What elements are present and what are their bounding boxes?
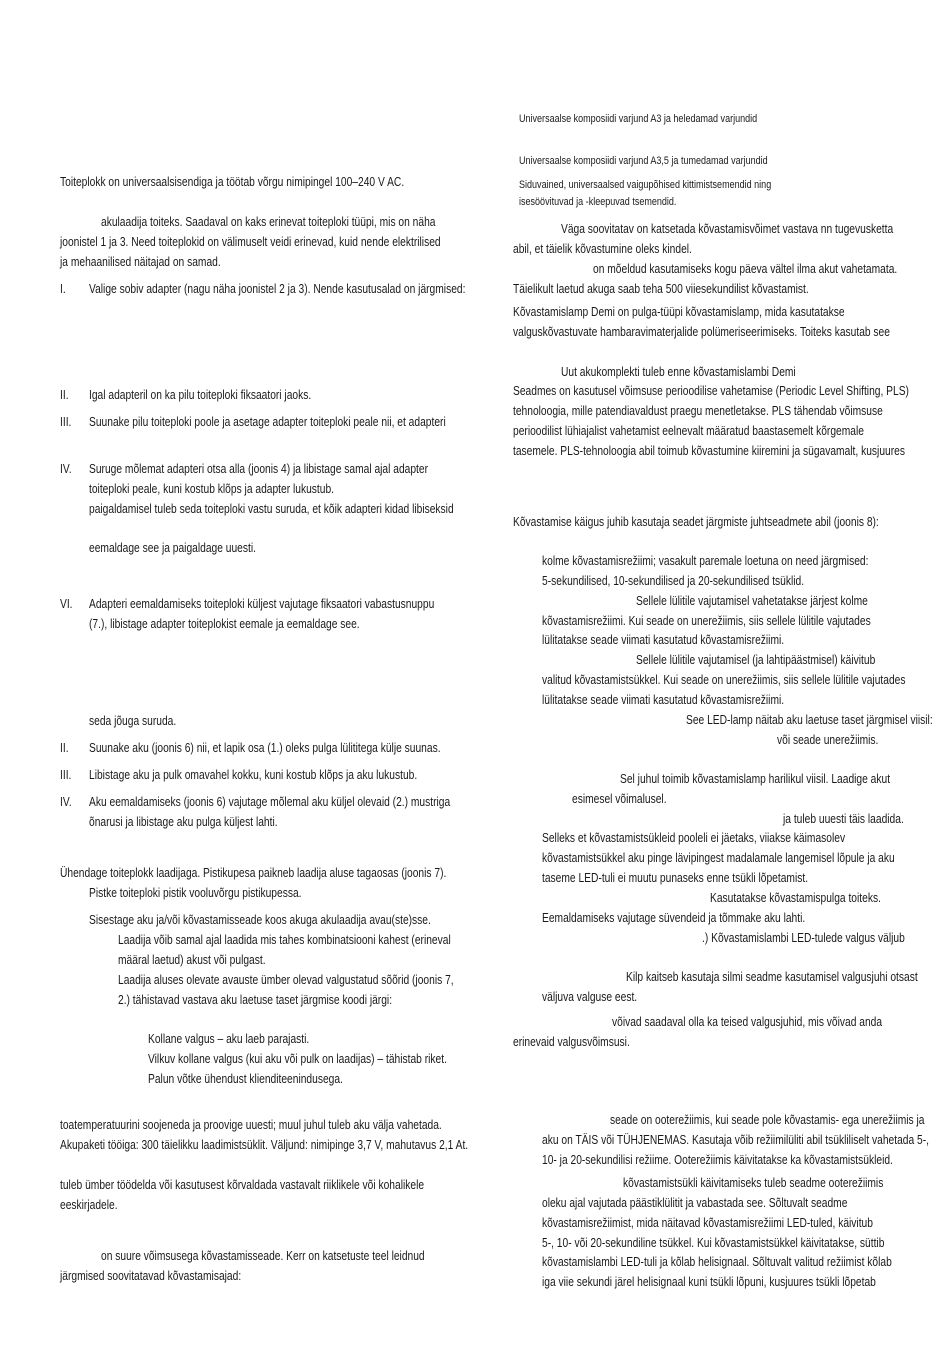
- lamp-intro-text: Kõvastamislamp Demi on pulga-tüüpi kõvastamislamp, mida kasutatakse: [513, 305, 845, 319]
- controls-text: Sel juhul toimib kõvastamislamp harilikul viisil. Laadige akut: [620, 772, 891, 786]
- curing-table-row: Siduvained, universaalsed vaigupõhised kittimistsemendid ning: [519, 179, 772, 191]
- lamp-intro-text: valguskõvastuvate hambaravimaterjalide polümeriseerimiseks. Toiteks kasutab see: [513, 325, 890, 339]
- pls-text: Uut akukomplekti tuleb enne kõvastamislambi Demi: [561, 365, 796, 379]
- pls-text: tehnoloogia, mille patendiavaldust praegu menetletakse. PLS tähendab võimsuse: [513, 404, 883, 418]
- adapter-step-text: Valige sobiv adapter (nagu näha joonistel 2 ja 3). Nende kasutusalad on järgmised:: [89, 282, 466, 296]
- modes-text: oleku ajal vajutada päästiklülitit ja vabastada see. Sõltuvalt seadme: [542, 1196, 848, 1210]
- modes-text: 5-, 10- või 20-sekundiline tsükkel. Kui kõvastamistsükkel käivitatakse, süttib: [542, 1236, 885, 1250]
- controls-text: kolme kõvastamisrežiimi; vasakult paremale loetuna on need järgmised:: [542, 554, 869, 568]
- battery-step-text: õnarusi ja libistage aku pulga küljest lahti.: [89, 815, 278, 829]
- modes-text: iga viie sekundi järel helisignaal kuni tsükli lõpuni, kusjuures tsükli lõpetab: [542, 1275, 876, 1289]
- test-advice-text: abil, et täielik kõvastumine oleks kindel.: [513, 242, 692, 256]
- temperature-text: toatemperatuurini soojeneda ja proovige uuesti; muul juhul tuleb aku välja vahetada.: [60, 1118, 442, 1132]
- test-advice-text: Väga soovitatav on katsetada kõvastamisvõimet vastava nn tugevusketta: [561, 222, 894, 236]
- controls-text: võivad saadaval olla ka teised valgusjuhid, mis võivad anda: [612, 1015, 883, 1029]
- modes-text: kõvastamistsükli käivitamiseks tuleb seadme ooterežiimis: [623, 1176, 884, 1190]
- charger-power-line: akulaadija toiteks. Saadaval on kaks erinevat toiteploki tüüpi, mis on näha: [101, 215, 436, 229]
- controls-text: esimesel võimalusel.: [572, 792, 667, 806]
- controls-text: kõvastamisrežiimi. Kui seade on unerežiimis, siis sellele lülitile vajutades: [542, 614, 871, 628]
- step-number: I.: [60, 282, 66, 296]
- charging-sub-text: 2.) tähistavad vastava aku laetuse taset järgmise koodi järgi:: [118, 993, 393, 1007]
- pls-text: Seadmes on kasutusel võimsuse perioodilise vahetamise (Periodic Level Shifting, PLS): [513, 384, 909, 398]
- controls-text: See LED-lamp näitab aku laetuse taset järgmisel viisil:: [686, 713, 933, 727]
- disposal-text: eeskirjadele.: [60, 1198, 118, 1212]
- modes-text: aku on TÄIS või TÜHJENEMAS. Kasutaja võib režiimilüliti abil tsükliliselt vahetada 5-,: [542, 1133, 930, 1147]
- controls-text: Selleks et kõvastamistsükleid pooleli ei jäetaks, viiakse käimasolev: [542, 831, 846, 845]
- adapter-step-text: Suunake pilu toiteploki poole ja asetage adapter toiteploki peale nii, et adapteri: [89, 415, 446, 429]
- controls-text: lülitatakse seade viimati kasutatud kõvastamisrežiimi.: [542, 633, 785, 647]
- device-text: on suure võimsusega kõvastamisseade. Kerr on katsetuste teel leidnud: [101, 1249, 425, 1263]
- adapter-step-text: Igal adapteril on ka pilu toiteploki fiksaatori jaoks.: [89, 388, 312, 402]
- modes-text: seade on ooterežiimis, kui seade pole kõvastamis- ega unerežiimis ja: [610, 1113, 925, 1127]
- adapter-step-text: paigaldamisel tuleb seda toiteploki vastu suruda, et kõik adapteri kidad libiseksid: [89, 502, 454, 516]
- battery-step-text: Libistage aku ja pulk omavahel kokku, kuni kostub klõps ja aku lukustub.: [89, 768, 418, 782]
- adapter-step-text: Suruge mõlemat adapteri otsa alla (joonis 4) ja libistage samal ajal adapter: [89, 462, 429, 476]
- charging-text: Sisestage aku ja/või kõvastamisseade koos akuga akulaadija avau(ste)sse.: [89, 913, 431, 927]
- step-number: III.: [60, 768, 72, 782]
- controls-text: Kilp kaitseb kasutaja silmi seadme kasutamisel valgusjuhi otsast: [626, 970, 918, 984]
- adapter-step-text: (7.), libistage adapter toiteplokist eemale ja eemaldage see.: [89, 617, 360, 631]
- curing-table-row: Universaalse komposiidi varjund A3,5 ja tumedamad varjundid: [519, 155, 768, 167]
- step-number: II.: [60, 388, 69, 402]
- pls-text: perioodilist lühiajalist vahetamist eelnevalt määratud baastasemelt kõrgemale: [513, 424, 864, 438]
- controls-text: valitud kõvastamistsükkel. Kui seade on unerežiimis, siis sellele lülitile vajutades: [542, 673, 906, 687]
- step-number: II.: [60, 741, 69, 755]
- step-number: VI.: [60, 597, 73, 611]
- charge-code: Palun võtke ühendust klienditeenindusega.: [148, 1072, 343, 1086]
- all-day-text: on mõeldud kasutamiseks kogu päeva vältel ilma akut vahetamata.: [593, 262, 898, 276]
- adapter-step-text: eemaldage see ja paigaldage uuesti.: [89, 541, 256, 555]
- modes-text: 10- ja 20-sekundilisi režiime. Ooterežiimis käivitatakse ka kõvastamistsükleid.: [542, 1153, 893, 1167]
- controls-text: Kasutatakse kõvastamispulga toiteks.: [710, 891, 881, 905]
- controls-text: lülitatakse seade viimati kasutatud kõvastamisrežiimi.: [542, 693, 785, 707]
- charging-sub-text: Laadija aluses olevate avauste ümber olevad valgustatud sõõrid (joonis 7,: [118, 973, 454, 987]
- step-number: IV.: [60, 795, 72, 809]
- disposal-text: tuleb ümber töödelda või kasutusest kõrvaldada vastavalt riiklikele või kohalikele: [60, 1178, 425, 1192]
- charging-sub-text: määral laetud) akust või pulgast.: [118, 953, 266, 967]
- charging-text: Ühendage toiteplokk laadijaga. Pistikupesa paikneb laadija aluse tagaosas (joonis 7).: [60, 866, 447, 880]
- controls-text: ja tuleb uuesti täis laadida.: [783, 812, 904, 826]
- controls-text: või seade unerežiimis.: [777, 733, 879, 747]
- charging-text: Pistke toiteploki pistik vooluvõrgu pistikupessa.: [89, 886, 302, 900]
- controls-intro: Kõvastamise käigus juhib kasutaja seadet järgmiste juhtseadmete abil (joonis 8):: [513, 515, 879, 529]
- all-day-text: Täielikult laetud akuga saab teha 500 viiesekundilist kõvastamist.: [513, 282, 809, 296]
- charge-code: Kollane valgus – aku laeb parajasti.: [148, 1032, 310, 1046]
- controls-text: .) Kõvastamislambi LED-tulede valgus väljub: [702, 931, 905, 945]
- charger-power-line: joonistel 1 ja 3. Need toiteplokid on välimuselt veidi erinevad, kuid nende elektrilised: [60, 235, 441, 249]
- controls-text: 5-sekundilised, 10-sekundilised ja 20-sekundilised tsüklid.: [542, 574, 805, 588]
- power-supply-intro: Toiteplokk on universaalsisendiga ja töötab võrgu nimipingel 100–240 V AC.: [60, 175, 405, 189]
- pls-text: tasemele. PLS-tehnoloogia abil toimub kõvastumine kiiremini ja sügavamalt, kusjuures: [513, 444, 905, 458]
- step-number: III.: [60, 415, 72, 429]
- charge-code: Vilkuv kollane valgus (kui aku või pulk on laadijas) – tähistab riket.: [148, 1052, 447, 1066]
- curing-table-row: Universaalse komposiidi varjund A3 ja heledamad varjundid: [519, 113, 758, 125]
- controls-text: kõvastamistsükkel aku pinge lävipingest madalamale langemisel lõpule ja aku: [542, 851, 895, 865]
- adapter-step-text: Adapteri eemaldamiseks toiteploki küljest vajutage fiksaatori vabastusnuppu: [89, 597, 435, 611]
- modes-text: kõvastamisrežiimist, mida näitavad kõvastamisrežiimi LED-tuled, käivitub: [542, 1216, 873, 1230]
- controls-text: erinevaid valgusvõimsusi.: [513, 1035, 630, 1049]
- controls-text: Sellele lülitile vajutamisel (ja lahtipäästmisel) käivitub: [636, 653, 876, 667]
- controls-text: Sellele lülitile vajutamisel vahetatakse järjest kolme: [636, 594, 868, 608]
- modes-text: kõvastamislambi LED-tuli ja kõlab helisignaal. Sõltuvalt valitud režiimist kõlab: [542, 1255, 892, 1269]
- temperature-text: Akupaketi tööiga: 300 täielikku laadimistsüklit. Väljund: nimipinge 3,7 V, mahutavus 2,1 At.: [60, 1138, 469, 1152]
- controls-text: väljuva valguse eest.: [542, 990, 638, 1004]
- controls-text: Eemaldamiseks vajutage süvendeid ja tõmmake aku lahti.: [542, 911, 806, 925]
- charger-power-line: ja mehaanilised näitajad on samad.: [60, 255, 221, 269]
- battery-step-text: Aku eemaldamiseks (joonis 6) vajutage mõlemal aku küljel olevaid (2.) mustriga: [89, 795, 451, 809]
- adapter-step-text: toiteploki peale, kuni kostub klõps ja adapter lukustub.: [89, 482, 335, 496]
- step-number: IV.: [60, 462, 72, 476]
- battery-step-text: Suunake aku (joonis 6) nii, et lapik osa (1.) oleks pulga lülititega külje suunas.: [89, 741, 441, 755]
- device-text: järgmised soovitatavad kõvastamisajad:: [60, 1269, 242, 1283]
- battery-step-text: seda jõuga suruda.: [89, 714, 177, 728]
- charging-sub-text: Laadija võib samal ajal laadida mis tahes kombinatsiooni kahest (erineval: [118, 933, 451, 947]
- curing-table-row: isesöövituvad ja -kleepuvad tsemendid.: [519, 196, 677, 208]
- controls-text: taseme LED-tuli ei muutu punaseks enne tsükli lõpetamist.: [542, 871, 809, 885]
